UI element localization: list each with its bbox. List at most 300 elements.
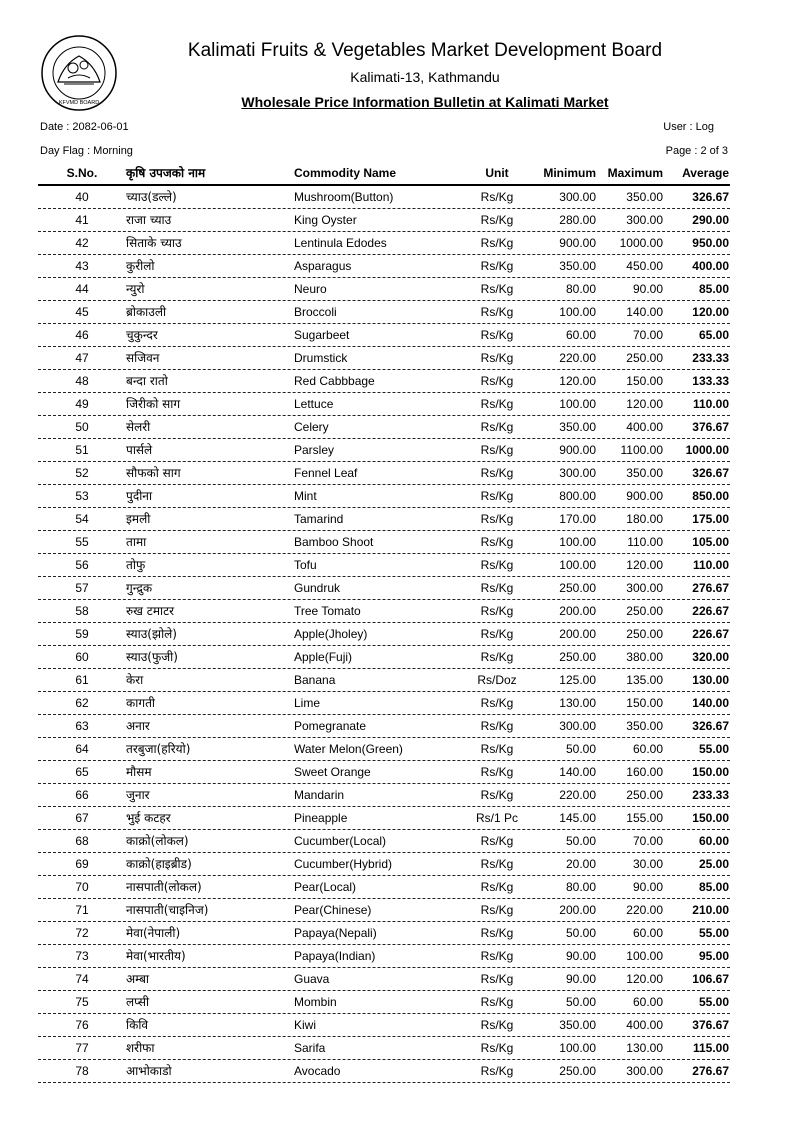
cell-nepali-name: चुकुन्दर [126, 328, 158, 342]
cell-commodity: Pineapple [294, 811, 348, 825]
cell-minimum: 800.00 [559, 489, 596, 503]
cell-commodity: Drumstick [294, 351, 348, 365]
cell-nepali-name: पार्सले [126, 443, 153, 457]
cell-average: 233.33 [692, 351, 729, 365]
table-row [38, 554, 730, 577]
col-header-average: Average [682, 166, 729, 180]
cell-average: 25.00 [698, 857, 729, 871]
cell-sno: 73 [75, 949, 89, 963]
table-row [38, 347, 730, 370]
cell-sno: 44 [75, 282, 89, 296]
cell-unit: Rs/Kg [480, 880, 514, 894]
cell-maximum: 100.00 [626, 949, 663, 963]
logo-text: KFVMD BOARD [58, 100, 100, 106]
board-seal-logo [40, 34, 118, 112]
cell-commodity: Avocado [294, 1064, 341, 1078]
cell-nepali-name: जिरीको साग [126, 397, 181, 411]
cell-commodity: Banana [294, 673, 336, 687]
cell-commodity: Tofu [294, 558, 317, 572]
table-row [38, 462, 730, 485]
cell-unit: Rs/Kg [480, 788, 514, 802]
cell-unit: Rs/Kg [480, 489, 514, 503]
table-row [38, 370, 730, 393]
day-flag: Day Flag : Morning [40, 145, 133, 157]
cell-commodity: Pear(Chinese) [294, 903, 372, 917]
cell-minimum: 145.00 [559, 811, 596, 825]
cell-nepali-name: शरीफा [126, 1041, 155, 1055]
cell-maximum: 300.00 [626, 1064, 663, 1078]
cell-unit: Rs/Kg [480, 719, 514, 733]
cell-sno: 75 [75, 995, 89, 1009]
cell-maximum: 60.00 [632, 742, 663, 756]
cell-sno: 54 [75, 512, 89, 526]
cell-sno: 57 [75, 581, 89, 595]
cell-maximum: 30.00 [632, 857, 663, 871]
table-row [38, 876, 730, 899]
cell-maximum: 60.00 [632, 995, 663, 1009]
table-row [38, 531, 730, 554]
cell-commodity: Mint [294, 489, 317, 503]
cell-sno: 65 [75, 765, 89, 779]
cell-commodity: Kiwi [294, 1018, 317, 1032]
table-row [38, 715, 730, 738]
table-row [38, 577, 730, 600]
organization-title: Kalimati Fruits & Vegetables Market Development Board [187, 40, 663, 61]
cell-minimum: 125.00 [559, 673, 596, 687]
cell-nepali-name: अनार [126, 719, 150, 733]
cell-unit: Rs/Kg [480, 190, 514, 204]
cell-maximum: 380.00 [626, 650, 663, 664]
cell-sno: 55 [75, 535, 89, 549]
cell-sno: 49 [75, 397, 89, 411]
cell-minimum: 50.00 [565, 995, 596, 1009]
cell-minimum: 300.00 [559, 466, 596, 480]
cell-average: 110.00 [692, 397, 729, 411]
cell-minimum: 170.00 [559, 512, 596, 526]
table-row [38, 1060, 730, 1083]
cell-maximum: 70.00 [632, 834, 663, 848]
cell-average: 95.00 [698, 949, 729, 963]
cell-sno: 45 [75, 305, 89, 319]
cell-unit: Rs/Kg [480, 328, 514, 342]
cell-commodity: Lettuce [294, 397, 334, 411]
cell-commodity: Mandarin [294, 788, 345, 802]
col-header-sno: S.No. [66, 166, 98, 180]
cell-sno: 68 [75, 834, 89, 848]
bulletin-title: Wholesale Price Information Bulletin at Kalimati Market [241, 94, 609, 110]
cell-unit: Rs/Kg [480, 558, 514, 572]
cell-average: 85.00 [698, 282, 729, 296]
col-header-nepali-name: कृषि उपजको नाम [126, 166, 206, 180]
cell-nepali-name: अम्बा [126, 972, 150, 986]
cell-average: 55.00 [698, 742, 729, 756]
cell-sno: 40 [75, 190, 89, 204]
cell-unit: Rs/Kg [480, 926, 514, 940]
cell-commodity: Pomegranate [294, 719, 367, 733]
table-body [38, 186, 730, 1083]
cell-sno: 58 [75, 604, 89, 618]
cell-maximum: 60.00 [632, 926, 663, 940]
cell-commodity: Mushroom(Button) [294, 190, 394, 204]
cell-unit: Rs/Kg [480, 236, 514, 250]
cell-nepali-name: तामा [126, 535, 147, 549]
cell-unit: Rs/1 Pc [475, 811, 518, 825]
table-row [38, 922, 730, 945]
cell-nepali-name: तरबुजा(हरियो) [126, 742, 191, 756]
cell-average: 1000.00 [685, 443, 729, 457]
table-row [38, 600, 730, 623]
cell-maximum: 180.00 [626, 512, 663, 526]
cell-maximum: 250.00 [626, 627, 663, 641]
table-header-row [38, 162, 730, 186]
table-row [38, 646, 730, 669]
cell-commodity: Apple(Jholey) [294, 627, 368, 641]
table-row [38, 1037, 730, 1060]
cell-minimum: 100.00 [559, 558, 596, 572]
table-row [38, 232, 730, 255]
cell-unit: Rs/Kg [480, 420, 514, 434]
cell-maximum: 1000.00 [619, 236, 663, 250]
cell-maximum: 150.00 [626, 696, 663, 710]
cell-maximum: 110.00 [627, 535, 663, 549]
cell-average: 226.67 [692, 627, 729, 641]
cell-average: 140.00 [692, 696, 729, 710]
cell-average: 130.00 [692, 673, 729, 687]
table-row [38, 738, 730, 761]
cell-unit: Rs/Kg [480, 650, 514, 664]
table-row [38, 761, 730, 784]
cell-average: 55.00 [698, 995, 729, 1009]
cell-maximum: 450.00 [626, 259, 663, 273]
cell-average: 326.67 [692, 190, 729, 204]
cell-minimum: 900.00 [559, 236, 596, 250]
cell-commodity: Lime [294, 696, 321, 710]
cell-average: 133.33 [692, 374, 729, 388]
cell-sno: 59 [75, 627, 89, 641]
cell-maximum: 155.00 [626, 811, 663, 825]
cell-maximum: 120.00 [626, 558, 663, 572]
cell-unit: Rs/Kg [480, 834, 514, 848]
cell-sno: 51 [75, 443, 89, 457]
cell-average: 120.00 [692, 305, 729, 319]
cell-nepali-name: न्युरो [126, 282, 145, 296]
cell-minimum: 350.00 [559, 1018, 596, 1032]
cell-unit: Rs/Kg [480, 696, 514, 710]
cell-nepali-name: केरा [126, 673, 144, 687]
cell-average: 290.00 [692, 213, 729, 227]
cell-maximum: 120.00 [626, 972, 663, 986]
cell-maximum: 300.00 [626, 213, 663, 227]
cell-average: 276.67 [692, 581, 729, 595]
cell-nepali-name: रुख टमाटर [126, 604, 175, 618]
cell-minimum: 60.00 [565, 328, 596, 342]
cell-commodity: Celery [294, 420, 329, 434]
cell-sno: 66 [75, 788, 89, 802]
report-user: User : Log [663, 121, 714, 133]
cell-maximum: 90.00 [632, 282, 663, 296]
cell-nepali-name: काक्रो(लोकल) [126, 834, 189, 848]
cell-unit: Rs/Kg [480, 604, 514, 618]
cell-minimum: 100.00 [559, 397, 596, 411]
cell-nepali-name: ब्रोकाउली [126, 305, 167, 319]
cell-commodity: Neuro [294, 282, 327, 296]
cell-minimum: 200.00 [559, 903, 596, 917]
cell-commodity: Gundruk [294, 581, 341, 595]
cell-maximum: 400.00 [626, 1018, 663, 1032]
cell-minimum: 350.00 [559, 420, 596, 434]
page-indicator: Page : 2 of 3 [665, 145, 728, 157]
cell-unit: Rs/Kg [480, 1018, 514, 1032]
cell-unit: Rs/Kg [480, 972, 514, 986]
cell-nepali-name: लप्सी [126, 995, 150, 1009]
table-row [38, 945, 730, 968]
cell-sno: 71 [75, 903, 89, 917]
cell-nepali-name: राजा च्याउ [126, 213, 172, 227]
cell-commodity: Bamboo Shoot [294, 535, 374, 549]
cell-average: 326.67 [692, 719, 729, 733]
cell-commodity: Sarifa [294, 1041, 326, 1055]
cell-average: 105.00 [692, 535, 729, 549]
cell-nepali-name: स्याउ(झोले) [126, 627, 177, 641]
cell-commodity: Asparagus [294, 259, 352, 273]
cell-sno: 43 [75, 259, 89, 273]
cell-maximum: 220.00 [626, 903, 663, 917]
cell-maximum: 250.00 [626, 604, 663, 618]
cell-maximum: 160.00 [626, 765, 663, 779]
cell-commodity: Water Melon(Green) [294, 742, 403, 756]
cell-commodity: Red Cabbbage [294, 374, 375, 388]
cell-average: 226.67 [692, 604, 729, 618]
cell-minimum: 250.00 [559, 650, 596, 664]
cell-unit: Rs/Kg [480, 259, 514, 273]
cell-maximum: 350.00 [626, 190, 663, 204]
table-row [38, 278, 730, 301]
cell-sno: 67 [75, 811, 89, 825]
cell-average: 400.00 [692, 259, 729, 273]
col-header-unit: Unit [485, 166, 509, 180]
cell-unit: Rs/Kg [480, 213, 514, 227]
cell-unit: Rs/Kg [480, 512, 514, 526]
cell-nepali-name: मौसम [126, 765, 152, 779]
cell-sno: 74 [75, 972, 89, 986]
cell-unit: Rs/Kg [480, 397, 514, 411]
cell-nepali-name: कागती [126, 696, 156, 710]
cell-maximum: 135.00 [626, 673, 663, 687]
cell-unit: Rs/Kg [480, 443, 514, 457]
table-row [38, 485, 730, 508]
cell-unit: Rs/Kg [480, 857, 514, 871]
cell-minimum: 90.00 [565, 972, 596, 986]
cell-minimum: 250.00 [559, 581, 596, 595]
table-row [38, 807, 730, 830]
report-date: Date : 2082-06-01 [40, 121, 129, 133]
cell-minimum: 200.00 [559, 604, 596, 618]
cell-nepali-name: सिताके च्याउ [126, 236, 182, 250]
cell-unit: Rs/Kg [480, 374, 514, 388]
cell-minimum: 900.00 [559, 443, 596, 457]
cell-sno: 50 [75, 420, 89, 434]
cell-sno: 56 [75, 558, 89, 572]
table-row [38, 301, 730, 324]
cell-unit: Rs/Kg [480, 466, 514, 480]
table-row [38, 324, 730, 347]
cell-average: 175.00 [692, 512, 729, 526]
cell-nepali-name: किवि [126, 1018, 149, 1032]
cell-minimum: 300.00 [559, 719, 596, 733]
cell-sno: 64 [75, 742, 89, 756]
table-row [38, 393, 730, 416]
cell-minimum: 20.00 [565, 857, 596, 871]
table-row [38, 209, 730, 232]
cell-average: 150.00 [692, 811, 729, 825]
cell-sno: 76 [75, 1018, 89, 1032]
cell-commodity: Tree Tomato [294, 604, 361, 618]
table-row [38, 1014, 730, 1037]
table-row [38, 439, 730, 462]
cell-nepali-name: इमली [126, 512, 151, 526]
cell-sno: 70 [75, 880, 89, 894]
cell-maximum: 130.00 [626, 1041, 663, 1055]
cell-minimum: 250.00 [559, 1064, 596, 1078]
cell-minimum: 130.00 [559, 696, 596, 710]
cell-average: 106.67 [692, 972, 729, 986]
cell-commodity: Lentinula Edodes [294, 236, 387, 250]
cell-nepali-name: मेवा(नेपाली) [126, 926, 181, 940]
cell-average: 210.00 [692, 903, 729, 917]
cell-sno: 60 [75, 650, 89, 664]
cell-minimum: 220.00 [559, 788, 596, 802]
cell-maximum: 300.00 [626, 581, 663, 595]
cell-maximum: 900.00 [626, 489, 663, 503]
cell-commodity: Guava [294, 972, 330, 986]
cell-average: 320.00 [692, 650, 729, 664]
cell-unit: Rs/Kg [480, 305, 514, 319]
cell-sno: 72 [75, 926, 89, 940]
cell-minimum: 100.00 [559, 535, 596, 549]
cell-minimum: 50.00 [565, 742, 596, 756]
cell-maximum: 150.00 [626, 374, 663, 388]
cell-maximum: 1100.00 [620, 443, 663, 457]
cell-sno: 48 [75, 374, 89, 388]
cell-average: 233.33 [692, 788, 729, 802]
cell-unit: Rs/Kg [480, 742, 514, 756]
cell-nepali-name: सौफको साग [126, 466, 181, 480]
cell-minimum: 100.00 [559, 305, 596, 319]
cell-commodity: Papaya(Nepali) [294, 926, 377, 940]
cell-unit: Rs/Doz [477, 673, 517, 687]
cell-commodity: Broccoli [294, 305, 337, 319]
table-row [38, 186, 730, 209]
cell-commodity: Fennel Leaf [294, 466, 358, 480]
cell-nepali-name: गुन्द्रुक [126, 581, 153, 595]
cell-commodity: Cucumber(Local) [294, 834, 387, 848]
cell-unit: Rs/Kg [480, 1041, 514, 1055]
cell-nepali-name: आभोकाडो [126, 1064, 172, 1078]
cell-maximum: 400.00 [626, 420, 663, 434]
table-row [38, 692, 730, 715]
cell-average: 950.00 [692, 236, 729, 250]
cell-maximum: 70.00 [632, 328, 663, 342]
price-table [38, 162, 730, 1083]
cell-maximum: 350.00 [626, 466, 663, 480]
cell-nepali-name: स्याउ(फुजी) [126, 650, 178, 664]
cell-minimum: 350.00 [559, 259, 596, 273]
cell-maximum: 90.00 [632, 880, 663, 894]
cell-average: 376.67 [692, 1018, 729, 1032]
cell-minimum: 80.00 [565, 282, 596, 296]
cell-sno: 63 [75, 719, 89, 733]
cell-sno: 62 [75, 696, 89, 710]
cell-average: 376.67 [692, 420, 729, 434]
cell-sno: 78 [75, 1064, 89, 1078]
table-row [38, 991, 730, 1014]
cell-sno: 47 [75, 351, 89, 365]
cell-unit: Rs/Kg [480, 581, 514, 595]
cell-nepali-name: काक्रो(हाइब्रीड) [126, 857, 192, 871]
cell-commodity: Pear(Local) [294, 880, 357, 894]
cell-unit: Rs/Kg [480, 351, 514, 365]
cell-commodity: Sugarbeet [294, 328, 350, 342]
col-header-minimum: Minimum [543, 166, 596, 180]
cell-maximum: 140.00 [626, 305, 663, 319]
cell-average: 60.00 [698, 834, 729, 848]
cell-nepali-name: नासपाती(लोकल) [126, 880, 202, 894]
table-row [38, 853, 730, 876]
cell-commodity: Apple(Fuji) [294, 650, 353, 664]
table-row [38, 416, 730, 439]
table-row [38, 899, 730, 922]
cell-unit: Rs/Kg [480, 995, 514, 1009]
cell-commodity: King Oyster [294, 213, 357, 227]
cell-sno: 77 [75, 1041, 89, 1055]
cell-minimum: 50.00 [565, 926, 596, 940]
cell-nepali-name: पुदीना [126, 489, 153, 503]
cell-maximum: 250.00 [626, 788, 663, 802]
cell-average: 115.00 [692, 1041, 729, 1055]
cell-minimum: 80.00 [565, 880, 596, 894]
table-row [38, 784, 730, 807]
cell-nepali-name: बन्दा रातो [126, 374, 168, 388]
table-row [38, 255, 730, 278]
cell-commodity: Cucumber(Hybrid) [294, 857, 393, 871]
cell-minimum: 140.00 [559, 765, 596, 779]
cell-average: 65.00 [698, 328, 729, 342]
cell-average: 276.67 [692, 1064, 729, 1078]
cell-sno: 53 [75, 489, 89, 503]
cell-nepali-name: तोफु [126, 558, 146, 572]
cell-commodity: Sweet Orange [294, 765, 371, 779]
cell-maximum: 250.00 [626, 351, 663, 365]
cell-unit: Rs/Kg [480, 535, 514, 549]
cell-sno: 61 [75, 673, 89, 687]
cell-minimum: 200.00 [559, 627, 596, 641]
cell-nepali-name: भुई कटहर [126, 811, 171, 825]
cell-average: 326.67 [692, 466, 729, 480]
table-row [38, 508, 730, 531]
cell-minimum: 90.00 [565, 949, 596, 963]
cell-commodity: Mombin [294, 995, 337, 1009]
cell-sno: 46 [75, 328, 89, 342]
table-row [38, 830, 730, 853]
cell-nepali-name: च्याउ(डल्ले) [126, 190, 177, 204]
cell-nepali-name: सजिवन [126, 351, 160, 365]
table-row [38, 623, 730, 646]
cell-nepali-name: कुरीलो [126, 259, 155, 273]
cell-average: 110.00 [692, 558, 729, 572]
cell-sno: 42 [75, 236, 89, 250]
table-row [38, 669, 730, 692]
cell-average: 55.00 [698, 926, 729, 940]
